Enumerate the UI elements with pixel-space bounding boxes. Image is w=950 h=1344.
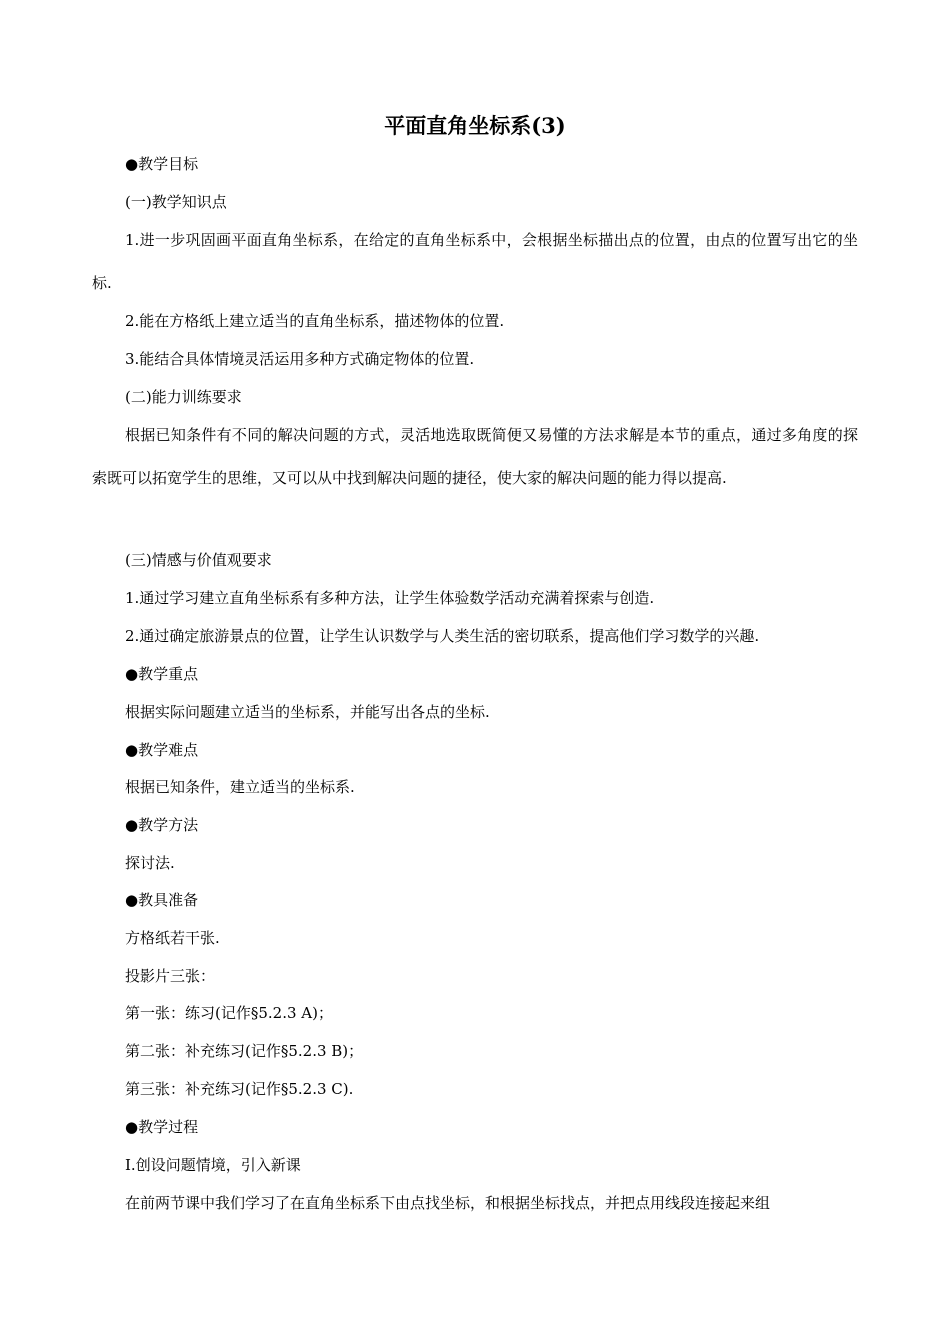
knowledge-point-1: 1.进一步巩固画平面直角坐标系，在给定的直角坐标系中，会根据坐标描出点的位置，由点的位置写出它的坐标. [92,231,858,292]
subsection-heading-ability: (二)能力训练要求 [125,388,242,406]
ability-paragraph: 根据已知条件有不同的解决问题的方式，灵活地选取既简便又易懂的方法求解是本节的重点，通过多角度的探索既可以拓宽学生的思维，又可以从中找到解决问题的捷径，使大家的解决问题的能力得以提高. [92,426,858,487]
slide-item-3: 第三张：补充练习(记作§5.2.3 C). [125,1080,354,1098]
difficulty-text: 根据已知条件，建立适当的坐标系. [125,778,355,796]
section-heading-key-points: ●教学重点 [125,665,199,683]
document-title: 平面直角坐标系(3) [384,113,566,138]
slide-item-2: 第二张：补充练习(记作§5.2.3 B)； [125,1042,364,1060]
emotion-point-2: 2.通过确定旅游景点的位置，让学生认识数学与人类生活的密切联系，提高他们学习数学的兴趣. [125,627,760,645]
step-1-heading: Ⅰ.创设问题情境，引入新课 [125,1156,301,1174]
key-points-text: 根据实际问题建立适当的坐标系，并能写出各点的坐标. [125,703,490,721]
slides-intro: 投影片三张： [125,967,216,985]
step-1-text: 在前两节课中我们学习了在直角坐标系下由点找坐标，和根据坐标找点，并把点用线段连接起来组 [125,1194,771,1212]
section-heading-tools: ●教具准备 [125,891,199,909]
section-heading-difficulty: ●教学难点 [125,741,199,759]
subsection-heading-emotion: (三)情感与价值观要求 [125,551,272,569]
section-heading-method: ●教学方法 [125,816,199,834]
method-text: 探讨法. [125,854,175,872]
emotion-point-1: 1.通过学习建立直角坐标系有多种方法，让学生体验数学活动充满着探索与创造. [125,589,655,607]
knowledge-point-2: 2.能在方格纸上建立适当的直角坐标系，描述物体的位置. [125,312,505,330]
section-heading-process: ●教学过程 [125,1118,199,1136]
tools-text: 方格纸若干张. [125,929,220,947]
section-heading-objectives: ●教学目标 [125,155,199,173]
subsection-heading-knowledge: (一)教学知识点 [125,193,227,211]
slide-item-1: 第一张：练习(记作§5.2.3 A)； [125,1004,333,1022]
knowledge-point-3: 3.能结合具体情境灵活运用多种方式确定物体的位置. [125,350,475,368]
